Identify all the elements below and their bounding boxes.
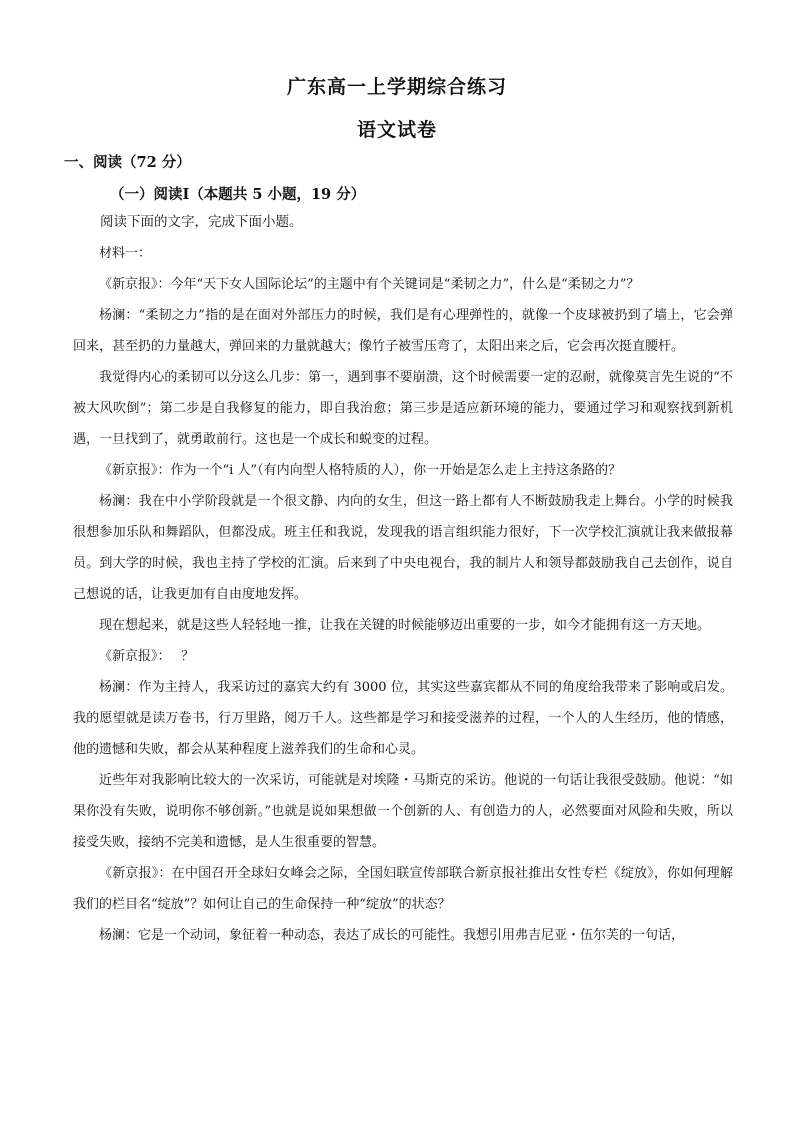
exam-title: 广东高一上学期综合练习 [286,76,507,98]
section-heading: 一、阅读（72 分） [64,154,191,171]
passage-paragraph: 现在想起来，就是这些人轻轻地一推，让我在关键的时候能够迈出重要的一步，如今才能拥有这一方天地。 [99,618,711,633]
passage-paragraph: 杨澜：作为主持人，我采访过的嘉宾大约有 3000 位，其实这些嘉宾都从不同的角度给我带来了影响或启发。我的愿望就是读万卷书，行万里路，阅万千人。这些都是学习和接受滋养的过程，一个人的人生经历，他的情感，他的遗憾和失败，都会从某种程度上滋养我们的生命和心灵。 [73,680,733,757]
passage-paragraph: 杨澜：它是一个动词，象征着一种动态，表达了成长的可能性。我想引用弗吉尼亚・伍尔芙的一句话， [99,928,685,943]
passage-paragraph: 《新京报》：今年“天下女人国际论坛”的主题中有个关键词是“柔韧之力”，什么是“柔韧之力”？ [99,277,640,292]
passage-paragraph: 杨澜：“柔韧之力”指的是在面对外部压力的时候，我们是有心理弹性的，就像一个皮球被扔到了墙上，它会弹回来，甚至扔的力量越大，弹回来的力量就越大；像竹子被雪压弯了，太阳出来之后，它会再次挺直腰杆。 [73,308,733,354]
exam-subtitle: 语文试卷 [356,119,437,141]
passage-paragraph: 我觉得内心的柔韧可以分这么几步：第一，遇到事不要崩溃，这个时候需要一定的忍耐，就像莫言先生说的“不被大风吹倒”；第二步是自我修复的能力，即自我治愈；第三步是适应新环境的能力，要通过学习和观察找到新机遇，一旦找到了，就勇敢前行。这也是一个成长和蜕变的过程。 [73,370,733,447]
instruction-text: 阅读下面的文字，完成下面小题。 [100,214,303,230]
passage-paragraph: 近些年对我影响比较大的一次采访，可能就是对埃隆・马斯克的采访。他说的一句话让我很受鼓励。他说：“如果你没有失败，说明你不够创新。”也就是说如果想做一个创新的人、有创造力的人，必然要面对风险和失败，所以接受失败，接纳不完美和遗憾，是人生很重要的智慧。 [73,773,733,850]
passage-paragraph: 杨澜：我在中小学阶段就是一个很文静、内向的女生，但这一路上都有人不断鼓励我走上舞台。小学的时候我很想参加乐队和舞蹈队，但都没成。班主任和我说，发现我的语言组织能力很好，下一次学校汇演就让我来做报幕员。到大学的时候，我也主持了学校的汇演。后来到了中央电视台，我的制片人和领导都鼓励我自己去创作，说自己想说的话，让我更加有自由度地发挥。 [73,494,733,602]
passage-body [73,207,733,951]
passage-paragraph: 《新京报》：作为一个“i 人”（有内向型人格特质的人），你一开始是怎么走上主持这条路的？ [99,463,622,478]
material-label: 材料一： [99,246,152,261]
passage-paragraph: 《新京报》：在中国召开全球妇女峰会之际，全国妇联宣传部联合新京报社推出女性专栏《绽放》，你如何理解我们的栏目名“绽放”？如何让自己的生命保持一种“绽放”的状态？ [73,866,733,912]
subsection-heading: （一）阅读Ⅰ（本题共 5 小题，19 分） [110,186,366,203]
passage-paragraph: 《新京报》： ？ [99,649,195,664]
